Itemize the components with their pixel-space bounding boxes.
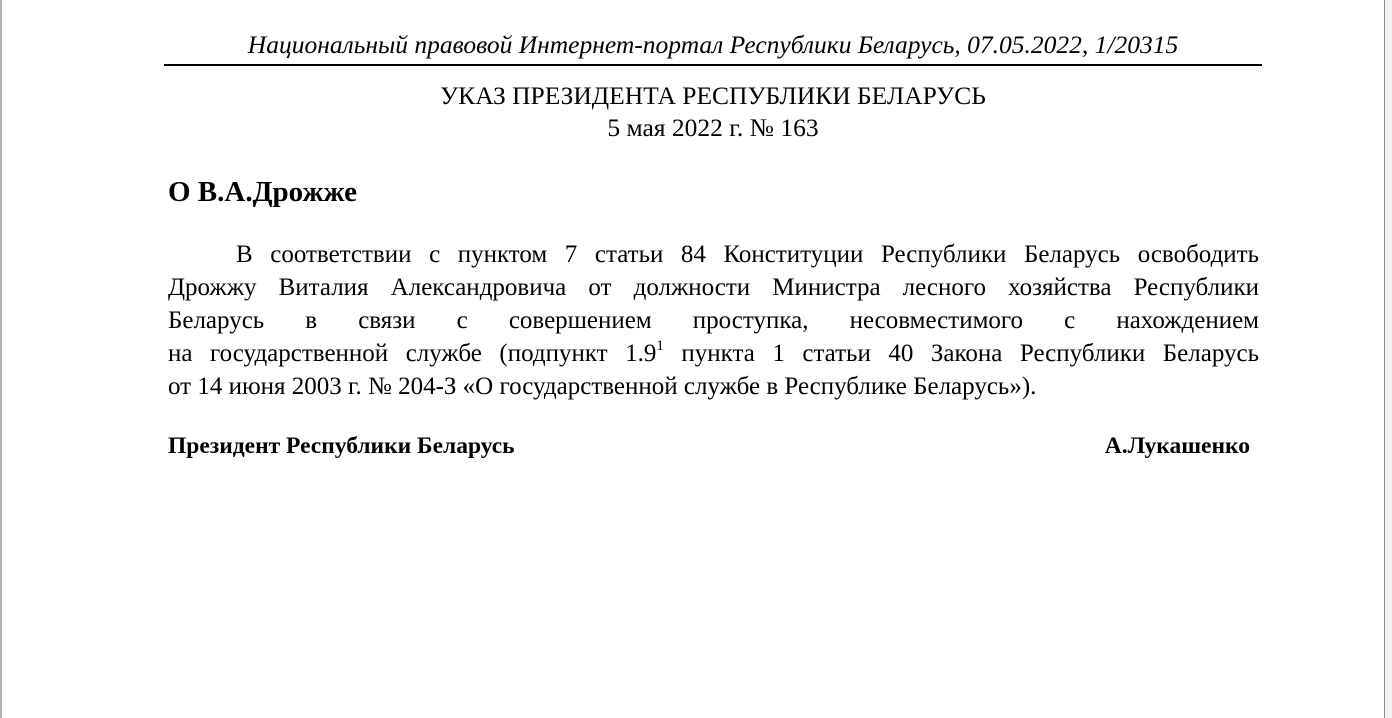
document-body xyxy=(168,238,1259,403)
body-line: от 14 июня 2003 г. № 204-З «О государственной службе в Республике Беларусь»). xyxy=(168,373,1037,400)
header-divider xyxy=(164,64,1262,66)
body-line: В соответствии с пунктом 7 статьи 84 Конституции Республики Беларусь освободить xyxy=(236,241,1259,268)
subparagraph-superscript: 1 xyxy=(656,337,664,354)
body-line-segment: пункта 1 статьи 40 Закона Республики Беларусь xyxy=(663,340,1259,367)
document-date-number: 5 мая 2022 г. № 163 xyxy=(607,113,819,142)
document-type: УКАЗ ПРЕЗИДЕНТА РЕСПУБЛИКИ БЕЛАРУСЬ xyxy=(440,81,986,110)
body-line: Дрожжу Виталия Александровича от должности Министра лесного хозяйства Республики xyxy=(168,274,1259,301)
viewer-right-border xyxy=(1384,0,1385,718)
body-line xyxy=(168,337,1259,370)
publication-source: Национальный правовой Интернет-портал Республики Беларусь, 07.05.2022, 1/20315 xyxy=(247,30,1179,59)
body-line: Беларусь в связи с совершением проступка, несовместимого с нахождением xyxy=(168,307,1259,334)
signatory-name: А.Лукашенко xyxy=(1104,433,1250,459)
body-line-segment: на государственной службе (подпункт 1.9 xyxy=(168,340,657,367)
document-page xyxy=(2,0,1384,718)
signatory-role: Президент Республики Беларусь xyxy=(168,433,515,459)
document-title: О В.А.Дрожже xyxy=(168,176,357,208)
